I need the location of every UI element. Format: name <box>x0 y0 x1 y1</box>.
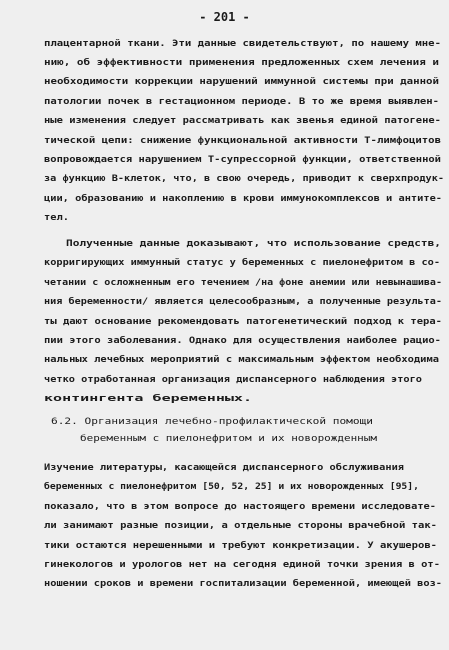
text-line: показало, что в этом вопросе до настоящего времени исследовате- <box>44 502 436 512</box>
text-line: четко отработанная организация диспансерного наблюдения этого <box>44 375 422 385</box>
text-line: беременным с пиелонефритом и их новорожденным <box>80 434 377 444</box>
text-line: необходимости коррекции нарушений иммунной системы при данной <box>44 77 439 87</box>
text-line: тической цепи: снижение функциональной активности Т-лимфоцитов <box>44 136 441 146</box>
text-line: четании с осложненным его течением /на фоне анемии или невынашива- <box>44 278 443 288</box>
text-line: ния беременности/ является целесообразным, а полученные результа- <box>44 297 442 307</box>
text-line: контингента беременных. <box>44 394 252 404</box>
text-line: ции, образованию и накоплению в крови иммунокомплексов и антите- <box>44 194 442 204</box>
text-line: Полученные данные доказывают, что использование средств, <box>66 239 441 249</box>
text-line: пии этого заболевания. Однако для осуществления наиболее рацио- <box>44 336 441 346</box>
text-line: корригирующих иммунный статус у беременных с пиелонефритом в со- <box>44 258 440 268</box>
text-line: ные изменения следует рассматривать как звенья единой патогене- <box>44 116 441 126</box>
text-line: беременных с пиелонефритом [50, 52, 25] и их новорожденных [95], <box>44 482 419 492</box>
text-line: гинекологов и урологов нет на сегодня единой точки зрения в от- <box>44 560 440 570</box>
page-number: - 201 - <box>199 10 250 24</box>
text-line: нию, об эффективности применения предложенных схем лечения и <box>44 58 439 68</box>
text-line: плацентарной ткани. Эти данные свидетельствуют, по нашему мне- <box>44 39 441 49</box>
text-line: 6.2. Организация лечебно-профилактической помощи <box>51 417 373 427</box>
text-line: ты дают основание рекомендовать патогенетический подход к тера- <box>44 317 442 327</box>
text-line: вопровождается нарушением Т-супрессорной функции, ответственной <box>44 155 441 165</box>
text-line: ношении сроков и времени госпитализации беременной, имеющей воз- <box>44 579 442 589</box>
text-line: Изучение литературы, касающейся диспансерного обслуживания <box>44 463 404 473</box>
text-line: патологии почек в гестационном периоде. В то же время выявлен- <box>44 97 440 107</box>
text-line: тел. <box>44 213 69 223</box>
text-line: тики остаются нерешенными и требуют конкретизации. У акушеров- <box>44 541 437 551</box>
text-line: нальных лечебных мероприятий с максимальным эффектом необходима <box>44 355 439 365</box>
text-line: за функцию В-клеток, что, в свою очередь, приводит к сверхпродук- <box>44 174 444 184</box>
text-line: ли занимают разные позиции, а отдельные стороны врачебной так- <box>44 521 437 531</box>
